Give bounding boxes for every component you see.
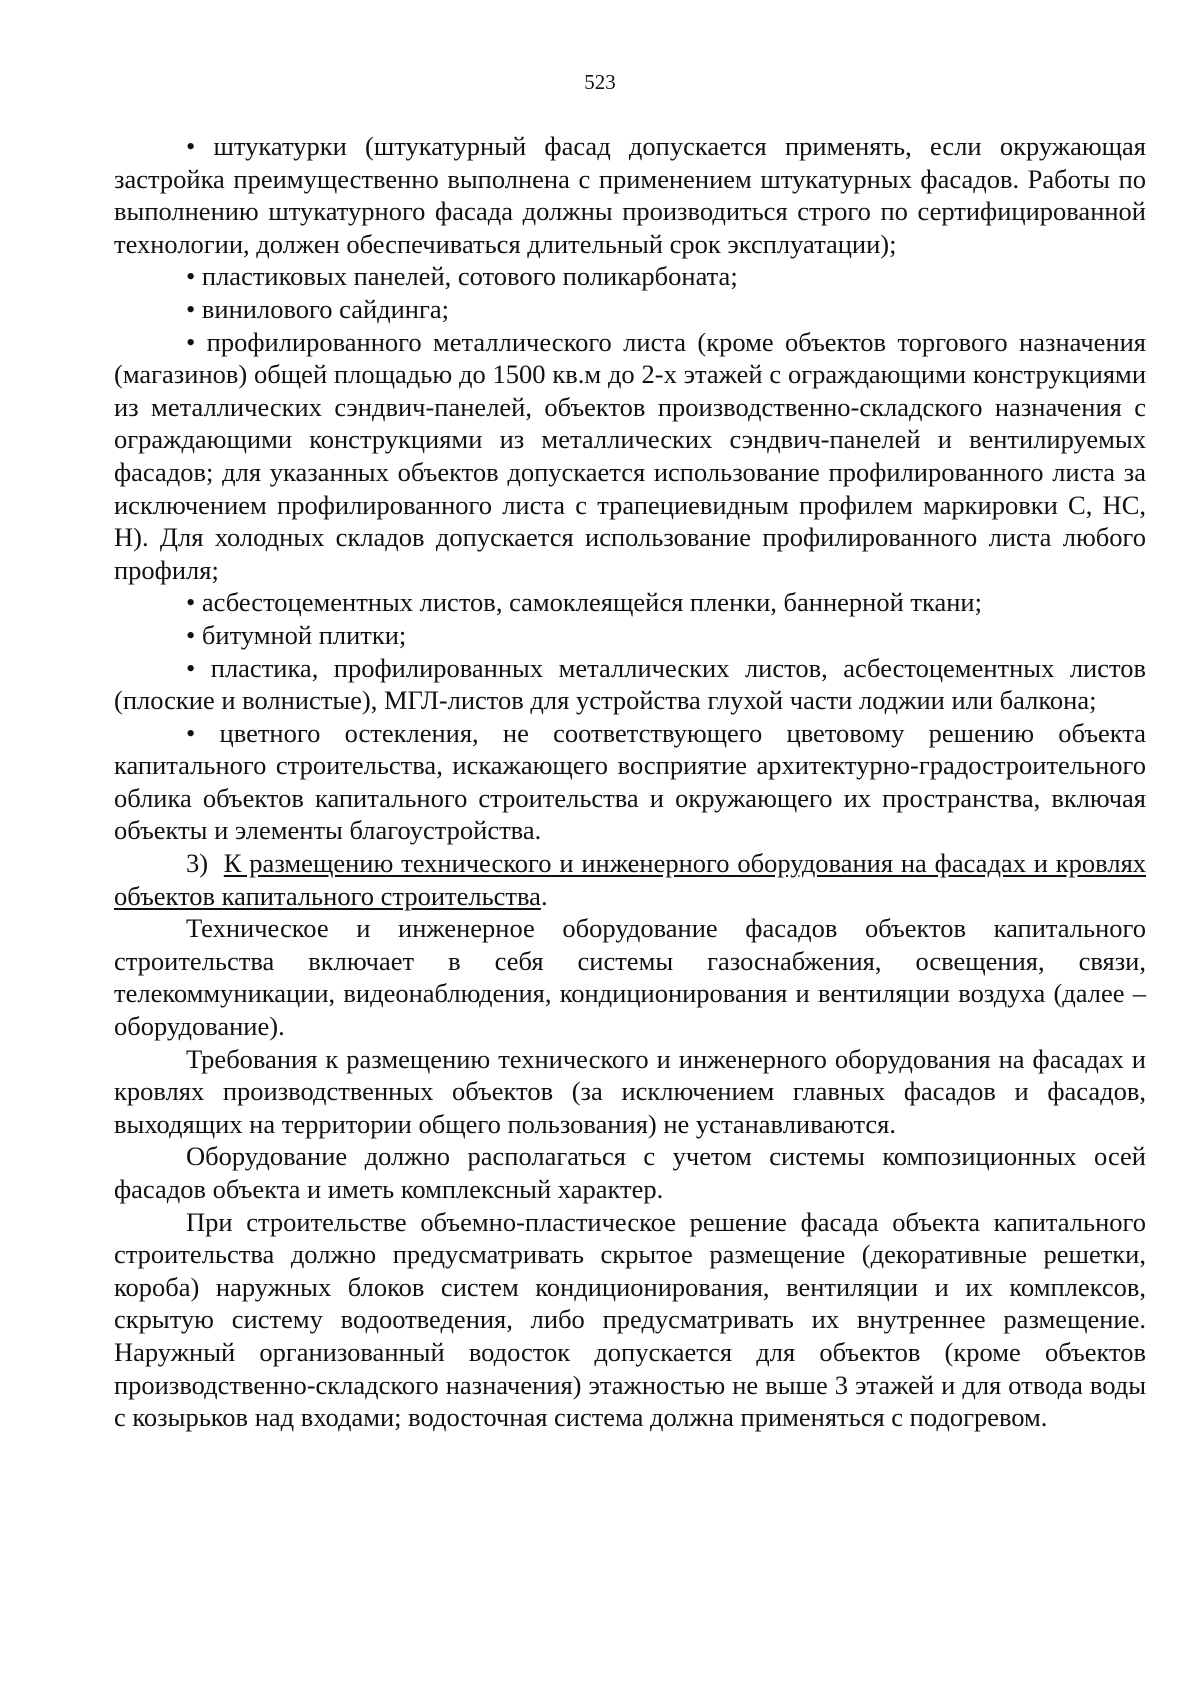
body-text	[114, 130, 1146, 1434]
page-number: 523	[584, 70, 616, 94]
paragraph-industrial-requirements: Требования к размещению технического и инженерного оборудования на фасадах и кровлях производственных объектов (за исключением главных фасадов и фасадов, выходящих на территории общего пользования) не устанавливаются.	[114, 1043, 1146, 1139]
bullet-item-vinyl-siding: • винилового сайдинга;	[114, 293, 1146, 326]
bullet-item-loggia-materials: • пластика, профилированных металлических листов, асбестоцементных листов (плоские и волнистые), МГЛ-листов для устройства глухой части лоджии или балкона;	[114, 652, 1146, 717]
paragraph-equipment-definition: Техническое и инженерное оборудование фасадов объектов капитального строительства включает в себя системы газоснабжения, освещения, связи, телекоммуникации, видеонаблюдения, кондиционирования и вентиляции воздуха (далее – оборудование).	[114, 913, 1146, 1042]
paragraph-composition-axes: Оборудование должно располагаться с учетом системы композиционных осей фасадов объекта и иметь комплексный характер.	[114, 1141, 1146, 1204]
bullet-item-profiled-sheet: • профилированного металлического листа (кроме объектов торгового назначения (магазинов) общей площадью до 1500 кв.м до 2-х этажей с ограждающими конструкциями из металлических сэндвич-панелей, объектов производственно-складского назначения с ограждающими конструкциями из металлических сэндвич-панелей и вентилируемых фасадов; для указанных объектов допускается использование профилированного листа за исключением профилированного листа с трапециевидным профилем маркировки С, НС, Н). Для холодных складов допускается использование профилированного листа любого профиля;	[114, 326, 1146, 587]
paragraph-hidden-placement: При строительстве объемно-пластическое решение фасада объекта капитального строительства должно предусматривать скрытое размещение (декоративные решетки, короба) наружных блоков систем кондиционирования, вентиляции и их комплексов, скрытую систему водоотведения, либо предусматривать их внутреннее размещение. Наружный организованный водосток допускается для объектов (кроме объектов производственно-складского назначения) этажностью не выше 3 этажей и для отвода воды с козырьков над входами; водосточная система должна применяться с подогревом.	[114, 1206, 1146, 1433]
bullet-item-colored-glazing: • цветного остекления, не соответствующего цветовому решению объекта капитального строительства, искажающего восприятие архитектурно-градостроительного облика объектов капитального строительства и окружающего их пространства, включая объекты и элементы благоустройства.	[114, 717, 1146, 847]
section-3-heading	[114, 847, 1146, 912]
bullet-item-plaster: • штукатурки (штукатурный фасад допускается применять, если окружающая застройка преимущественно выполнена с применением штукатурных фасадов. Работы по выполнению штукатурного фасада должны производиться строго по сертифицированной технологии, должен обеспечиваться длительный срок эксплуатации);	[114, 130, 1146, 260]
section-number: 3)	[186, 848, 209, 879]
bullet-item-asbestos-sheets: • асбестоцементных листов, самоклеящейся пленки, баннерной ткани;	[114, 586, 1146, 619]
section-title-end: .	[540, 880, 548, 911]
bullet-item-bitumen-tile: • битумной плитки;	[114, 619, 1146, 652]
section-title: К размещению технического и инженерного оборудования на фасадах и кровлях объектов капитального строительства	[114, 848, 1147, 911]
bullet-item-plastic-panels: • пластиковых панелей, сотового поликарбоната;	[114, 260, 1146, 293]
